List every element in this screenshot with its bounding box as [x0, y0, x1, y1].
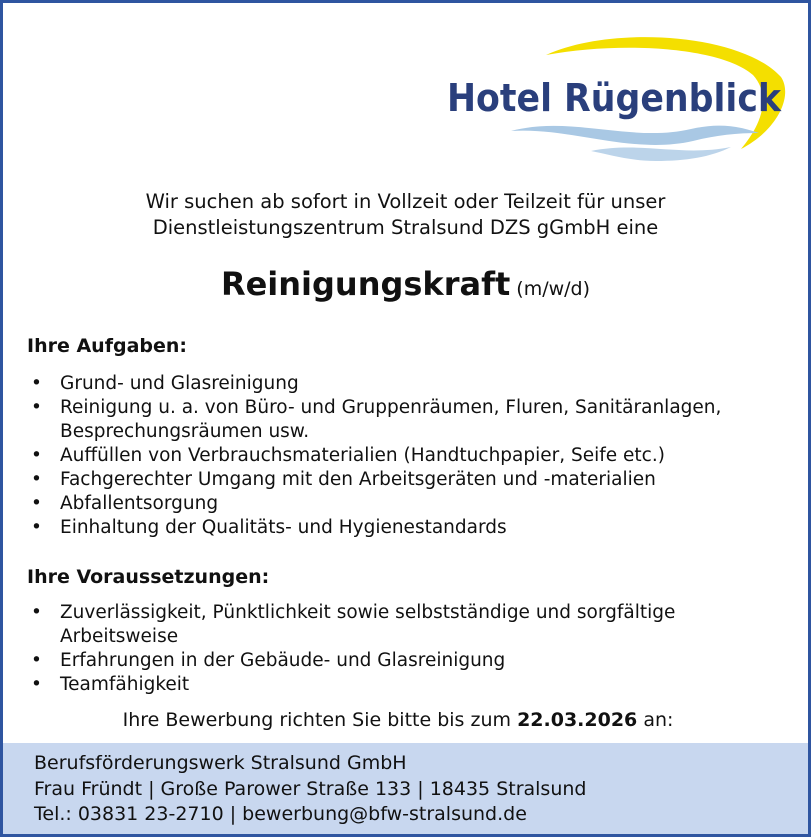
bullet-icon: • [31, 650, 42, 671]
bullet-icon: • [31, 674, 42, 695]
apply-prefix: Ihre Bewerbung richten Sie bitte bis zum [122, 709, 512, 731]
bullet-icon: • [31, 397, 42, 418]
list-item: • Zuverlässigkeit, Pünktlichkeit sowie selbstständige und sorgfältige Arbeitsweise [31, 602, 676, 647]
list-item: • Einhaltung der Qualitäts- und Hygienestandards [31, 517, 507, 538]
apply-suffix: an: [643, 709, 674, 731]
tasks-heading: Ihre Aufgaben: [27, 335, 187, 357]
job-title-suffix: (m/w/d) [516, 278, 591, 300]
bullet-icon: • [31, 445, 42, 466]
contact-address: Frau Fründt | Große Parower Straße 133 | 18435 Stralsund [34, 778, 587, 800]
intro-line-2: Dienstleistungszentrum Stralsund DZS gGmbH eine [152, 216, 659, 239]
job-title [3, 265, 808, 303]
contact-box [3, 743, 808, 834]
list-item: • Reinigung u. a. von Büro- und Gruppenräumen, Fluren, Sanitäranlagen, Besprechungsräumen usw. [31, 397, 722, 442]
tasks-list [27, 372, 797, 540]
hotel-logo [441, 31, 791, 166]
intro-line-1: Wir suchen ab sofort in Vollzeit oder Teilzeit für unser [145, 190, 666, 213]
intro-text [3, 189, 808, 241]
list-item: • Grund- und Glasreinigung [31, 373, 299, 394]
bullet-icon: • [31, 373, 42, 394]
bullet-icon: • [31, 493, 42, 514]
bullet-icon: • [31, 602, 42, 623]
bullet-icon: • [31, 469, 42, 490]
contact-company: Berufsförderungswerk Stralsund GmbH [34, 752, 407, 774]
requirements-heading: Ihre Voraussetzungen: [27, 566, 270, 588]
list-item: • Erfahrungen in der Gebäude- und Glasreinigung [31, 650, 506, 671]
apply-deadline: 22.03.2026 [517, 709, 638, 731]
bullet-icon: • [31, 517, 42, 538]
list-item: • Abfallentsorgung [31, 493, 219, 514]
job-title-main: Reinigungskraft [220, 265, 511, 303]
logo-text: Hotel Rügenblick [447, 76, 782, 120]
list-item: • Fachgerechter Umgang mit den Arbeitsgeräten und -materialien [31, 469, 656, 490]
logo-wave-1 [511, 126, 759, 145]
list-item: • Auffüllen von Verbrauchsmaterialien (Handtuchpapier, Seife etc.) [31, 445, 665, 466]
requirements-list [27, 601, 727, 697]
logo-wave-2 [591, 147, 731, 161]
contact-phone-email[interactable]: Tel.: 03831 23-2710 | bewerbung@bfw-stralsund.de [34, 803, 527, 825]
apply-line [3, 709, 793, 731]
list-item: • Teamfähigkeit [31, 674, 190, 695]
